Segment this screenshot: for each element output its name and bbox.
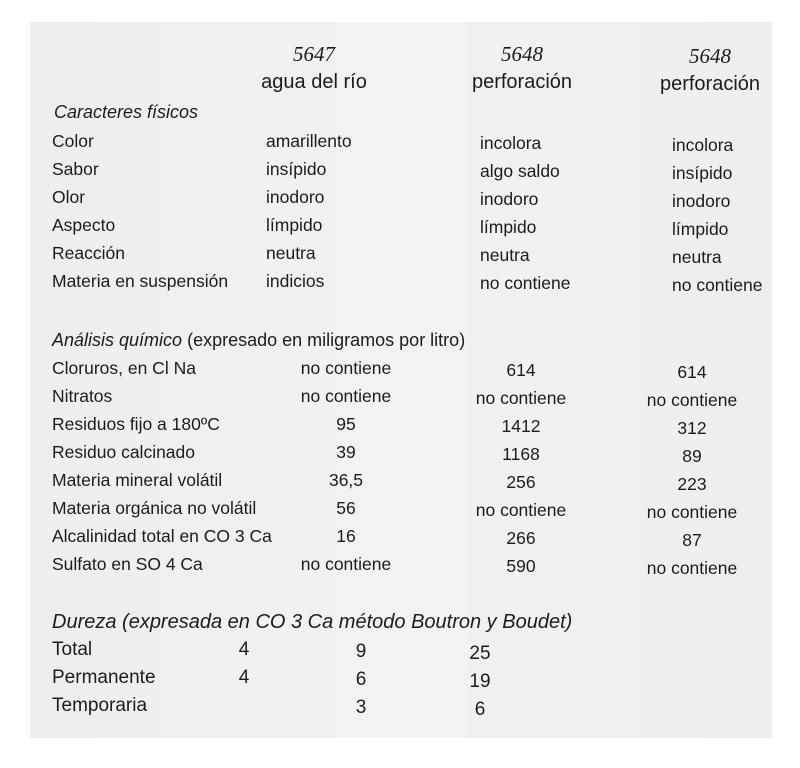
section-title-chemical-main: Análisis químico: [52, 330, 183, 350]
row-label: Nitratos: [52, 386, 113, 406]
cell-value: 19: [469, 671, 491, 692]
cell-value: no contiene: [475, 500, 567, 520]
cell-value: amarillento: [266, 131, 352, 151]
cell-value: 312: [677, 418, 707, 438]
section-subtitle-chemical: (expresado en miligramos por litro): [187, 330, 466, 350]
cell-value: inodoro: [480, 189, 539, 209]
row-label: Total: [52, 639, 93, 660]
row-label: Residuo calcinado: [52, 442, 196, 462]
row-label: Color: [52, 131, 94, 151]
cell-value: 4: [238, 667, 250, 688]
row-label: Residuos fijo a 180ºC: [52, 414, 220, 434]
cell-value: no contiene: [672, 275, 763, 295]
cell-value: 25: [469, 643, 491, 664]
cell-value: 56: [336, 498, 356, 518]
cell-value: 614: [677, 362, 707, 382]
column-header-label-3: perforación: [659, 73, 761, 95]
row-label: Olor: [52, 187, 86, 207]
section-title-physical: Caracteres físicos: [54, 102, 199, 122]
cell-value: límpido: [672, 219, 729, 239]
row-label: Aspecto: [52, 215, 116, 235]
column-header-label-1: agua del río: [261, 71, 367, 93]
cell-value: límpido: [480, 217, 537, 237]
cell-value: no contiene: [646, 558, 738, 578]
section-title-chemical: [52, 330, 465, 350]
cell-value: 1168: [502, 444, 540, 464]
cell-value: no contiene: [480, 273, 571, 293]
cell-value: 39: [336, 442, 356, 462]
cell-value: inodoro: [672, 191, 731, 211]
cell-value: no contiene: [300, 554, 392, 574]
row-label: Materia mineral volátil: [52, 470, 223, 490]
cell-value: no contiene: [646, 502, 738, 522]
cell-value: 16: [336, 526, 356, 546]
cell-value: neutra: [480, 245, 530, 265]
cell-value: incolora: [672, 135, 734, 155]
cell-value: 9: [355, 641, 367, 662]
cell-value: no contiene: [300, 386, 392, 406]
cell-value: incolora: [480, 133, 542, 153]
cell-value: límpido: [266, 215, 323, 235]
cell-value: 256: [506, 472, 536, 492]
cell-value: indicios: [266, 271, 325, 291]
row-label: Alcalinidad total en CO 3 Ca: [52, 526, 272, 546]
cell-value: insípido: [672, 163, 733, 183]
cell-value: insípido: [266, 159, 327, 179]
cell-value: 590: [506, 556, 536, 576]
section-title-hardness: Dureza (expresada en CO 3 Ca método Boutron y Boudet): [52, 611, 573, 633]
cell-value: 3: [355, 697, 367, 718]
cell-value: neutra: [266, 243, 316, 263]
cell-value: neutra: [672, 247, 722, 267]
cell-value: 614: [506, 360, 536, 380]
cell-value: 266: [506, 528, 536, 548]
row-label: Materia orgánica no volátil: [52, 498, 257, 518]
cell-value: no contiene: [646, 390, 738, 410]
cell-value: 95: [336, 414, 356, 434]
cell-value: 36,5: [328, 470, 364, 490]
row-label: Temporaria: [52, 695, 148, 716]
column-header-label-2: perforación: [471, 71, 573, 93]
cell-value: no contiene: [475, 388, 567, 408]
cell-value: inodoro: [266, 187, 325, 207]
cell-value: 1412: [501, 416, 541, 436]
row-label: Sulfato en SO 4 Ca: [52, 554, 203, 574]
cell-value: algo saldo: [480, 161, 560, 181]
cell-value: 6: [355, 669, 367, 690]
cell-value: 4: [238, 639, 250, 660]
column-header-id-1: 5647: [293, 42, 335, 66]
cell-value: 223: [677, 474, 707, 494]
row-label: Materia en suspensión: [52, 271, 229, 291]
cell-value: no contiene: [300, 358, 392, 378]
row-label: Reacción: [52, 243, 125, 263]
row-label: Sabor: [52, 159, 99, 179]
cell-value: 6: [474, 699, 486, 720]
row-label: Permanente: [52, 667, 156, 688]
column-header-id-3: 5648: [689, 44, 731, 68]
column-header-id-2: 5648: [501, 42, 543, 66]
cell-value: 87: [682, 530, 702, 550]
cell-value: 89: [682, 446, 702, 466]
row-label: Cloruros, en Cl Na: [52, 358, 196, 378]
